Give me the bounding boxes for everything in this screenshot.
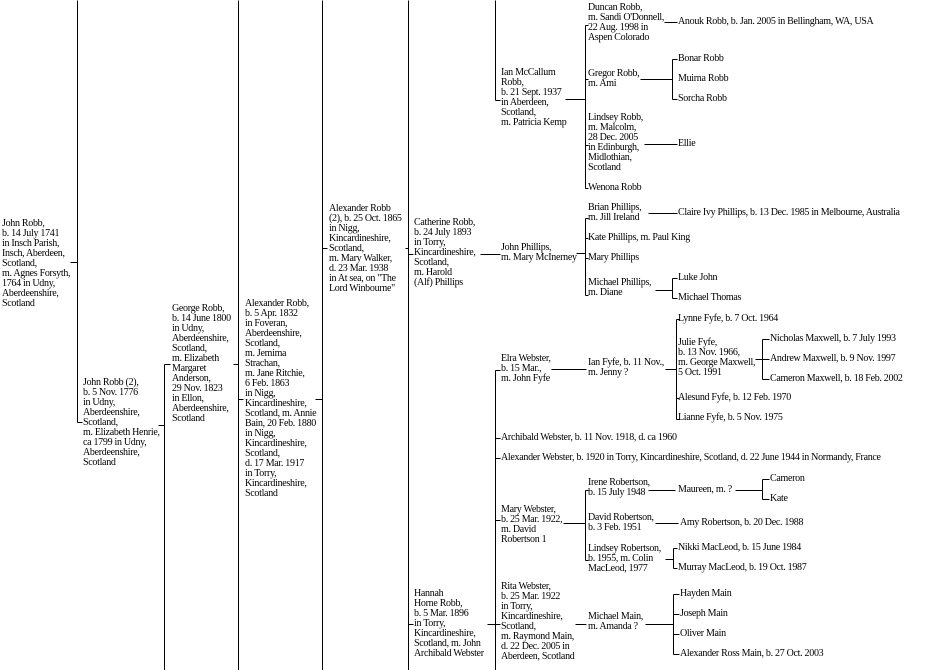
person-node: Michael Main, m. Amanda ? — [588, 611, 643, 632]
person-node: Bonar Robb — [678, 53, 724, 64]
person-node: Nicholas Maxwell, b. 7 July 1993 — [770, 333, 896, 344]
person-node: David Robertson, b. 3 Feb. 1951 — [588, 512, 654, 533]
person-node: Andrew Maxwell, b. 9 Nov. 1997 — [770, 353, 896, 364]
person-node: Nikki MacLeod, b. 15 June 1984 — [678, 542, 801, 553]
person-node: Brian Phillips, m. Jill Ireland — [588, 202, 642, 223]
person-node: Irene Robertson, b. 15 July 1948 — [588, 477, 650, 498]
person-node: John Phillips, m. Mary McInerney — [501, 242, 577, 263]
person-node: Oliver Main — [680, 628, 726, 639]
person-node: Julie Fyfe, b. 13 Nov. 1966, m. George Maxwell, 5 Oct. 1991 — [678, 337, 756, 378]
person-node: Rita Webster, b. 25 Mar. 1922 in Torry, Kincardineshire, Scotland, m. Raymond Main, d. 22 Dec. 2005 in Aberdeen, Scotland — [501, 581, 575, 662]
person-node: Ian Fyfe, b. 11 Nov., m. Jenny ? — [588, 357, 665, 378]
person-node: Claire Ivy Phillips, b. 13 Dec. 1985 in Melbourne, Australia — [678, 207, 900, 218]
person-node: Cameron — [770, 473, 805, 484]
person-node: Joseph Main — [680, 608, 728, 619]
person-node: Archibald Webster, b. 11 Nov. 1918, d. ca 1960 — [501, 432, 677, 443]
person-node: Alesund Fyfe, b. 12 Feb. 1970 — [678, 392, 791, 403]
person-node: Alexander Robb, b. 5 Apr. 1832 in Foveran, Aberdeenshire, Scotland, m. Jemima Strachan, m. Jane Ritchie, 6 Feb. 1863 in Nigg, Kincardineshire, Scotland, m. Annie Bain, 20 Feb. 1880 in Nigg, Kincardineshire, Scotland, d. 17 Mar. 1917 in Torry, Kincardineshire, Scotland — [245, 298, 317, 499]
person-node: Anouk Robb, b. Jan. 2005 in Bellingham, WA, USA — [678, 16, 874, 27]
person-node: Alexander Webster, b. 1920 in Torry, Kincardineshire, Scotland, d. 22 June 1944 in Normandy, France — [501, 452, 881, 463]
person-node: Alexander Robb (2), b. 25 Oct. 1865 in Nigg, Kincardineshire, Scotland, m. Mary Walker, d. 23 Mar. 1938 in At sea, on "The Lord Winbourne" — [329, 203, 402, 294]
person-node: Cameron Maxwell, b. 18 Feb. 2002 — [770, 373, 903, 384]
person-node: Duncan Robb, m. Sandi O'Donnell, 22 Aug. 1998 in Aspen Colorado — [588, 2, 665, 43]
person-node: John Robb, b. 14 July 1741 in Insch Parish, Insch, Aberdeen, Scotland, m. Agnes Forsyth, 1764 in Udny, Aberdeenshire, Scotland — [2, 218, 71, 309]
person-node: Lynne Fyfe, b. 7 Oct. 1964 — [678, 313, 778, 324]
person-node: Lianne Fyfe, b. 5 Nov. 1975 — [678, 412, 783, 423]
person-node: Maureen, m. ? — [678, 484, 732, 495]
person-node: Amy Robertson, b. 20 Dec. 1988 — [680, 517, 804, 528]
person-node: Lindsey Robertson, b. 1955, m. Colin MacLeod, 1977 — [588, 543, 661, 574]
person-node: Gregor Robb, m. Ami — [588, 68, 640, 89]
person-node: Hannah Horne Robb, b. 5 Mar. 1896 in Torry, Kincardineshire, Scotland, m. John Archibald Webster — [414, 588, 484, 659]
person-node: Murray MacLeod, b. 19 Oct. 1987 — [678, 562, 807, 573]
person-node: Ian McCallum Robb, b. 21 Sept. 1937 in Aberdeen, Scotland, m. Patricia Kemp — [501, 67, 567, 128]
person-node: Ellie — [678, 138, 696, 149]
person-node: Michael Phillips, m. Diane — [588, 277, 652, 298]
person-node: Michael Thomas — [678, 292, 742, 303]
person-node: Mary Phillips — [588, 252, 639, 263]
person-node: Elra Webster, b. 15 Mar., m. John Fyfe — [501, 353, 551, 384]
person-node: Mary Webster, b. 25 Mar. 1922, m. David Robertson 1 — [501, 504, 563, 545]
person-node: Lindsey Robb, m. Malcolm, 28 Dec. 2005 in Edinburgh, Midlothian, Scotland — [588, 112, 643, 173]
person-node: John Robb (2), b. 5 Nov. 1776 in Udny, Aberdeenshire, Scotland, m. Elizabeth Henrie, ca 1799 in Udny, Aberdeenshire, Scotland — [83, 377, 160, 468]
person-node: Alexander Ross Main, b. 27 Oct. 2003 — [680, 648, 824, 659]
person-node: Kate Phillips, m. Paul King — [588, 232, 690, 243]
person-node: George Robb, b. 14 June 1800 in Udny, Aberdeenshire, Scotland, m. Elizabeth Margaret Anderson, 29 Nov. 1823 in Ellon, Aberdeenshire, Scotland — [172, 303, 231, 424]
person-node: Luke John — [678, 272, 718, 283]
person-node: Kate — [770, 493, 788, 504]
person-node: Hayden Main — [680, 588, 732, 599]
person-node: Catherine Robb, b. 24 July 1893 in Torry, Kincardineshire, Scotland, m. Harold (Alf) Phillips — [414, 217, 476, 288]
person-node: Wenona Robb — [588, 182, 642, 193]
person-node: Muirna Robb — [678, 73, 729, 84]
person-node: Sorcha Robb — [678, 93, 727, 104]
